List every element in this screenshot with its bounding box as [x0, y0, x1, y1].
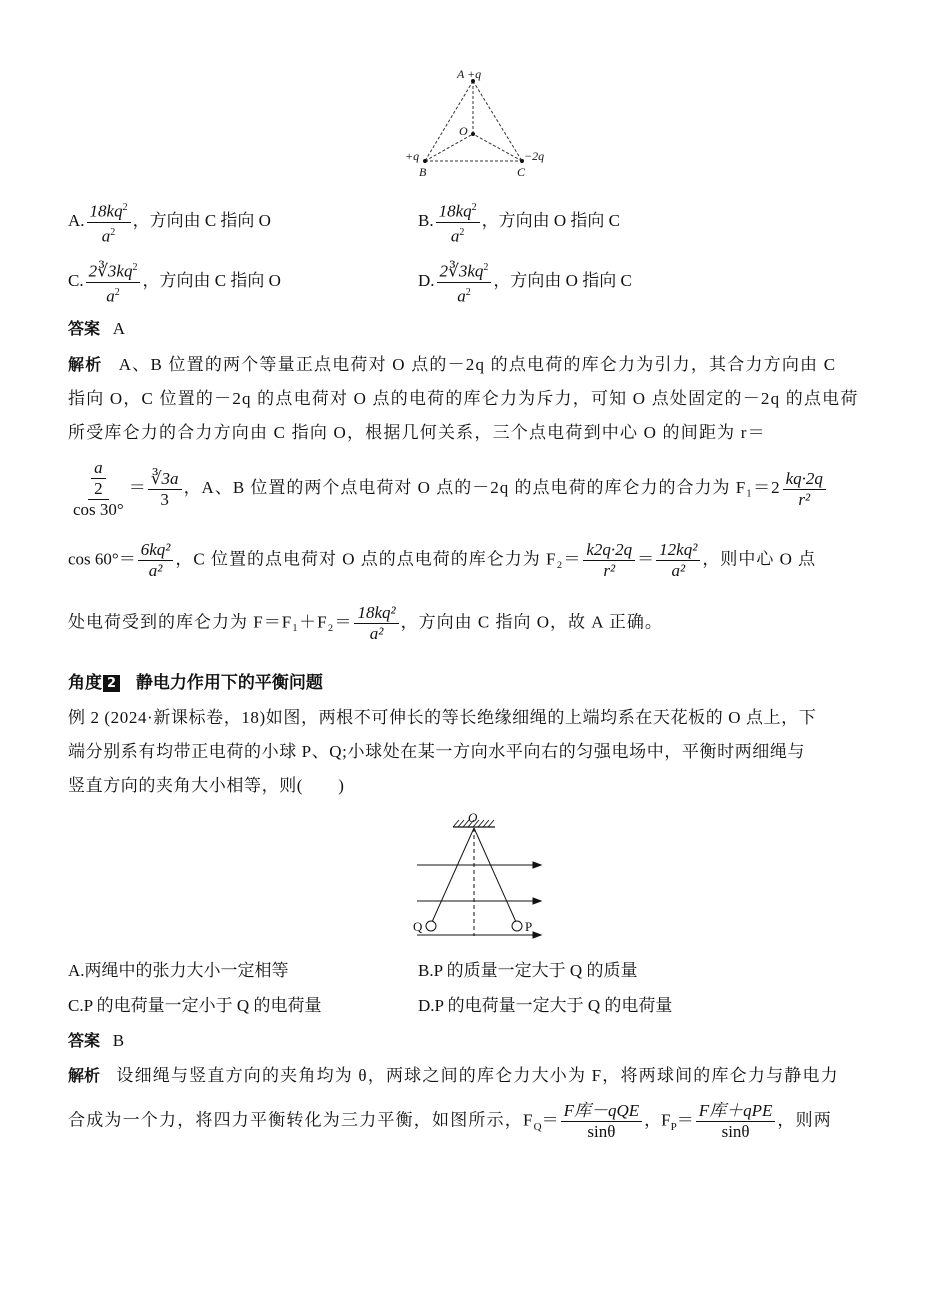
q1-analysis: 解析 A、B 位置的两个等量正点电荷对 O 点的－2q 的点电荷的库仑力为引力，其合力方向由 C 指向 O，C 位置的－2q 的点电荷对 O 点的电荷的库仑力为斥力，可知 O 点处固定的－2q 的点电荷 所受库仑力的合力方向由 C 指向 O，根据几何关系，三个点电荷到中心 O 的间距为 r＝	[68, 355, 859, 442]
charge-b-dot	[423, 159, 427, 163]
label-c: C	[517, 165, 526, 179]
line-bo	[425, 134, 473, 161]
option-d-num: 2∛3kq	[439, 261, 484, 281]
q2-stem: 例 2 (2024·新课标卷，18)如图，两根不可伸长的等长绝缘细绳的上端均系在天花板的 O 点上，下 端分别系有均带正电荷的小球 P、Q;小球处在某一方向水平向右的匀强电场中，平衡时两细绳与 竖直方向的夹角大小相等，则( )	[68, 708, 817, 795]
side-ab	[425, 81, 473, 161]
point-o-dot	[471, 132, 475, 136]
side-ac	[473, 81, 522, 161]
charge-a: +q	[467, 67, 482, 81]
ball-p	[512, 921, 522, 931]
q2-analysis-line2: 合成为一个力，将四力平衡转化为三力平衡，如图所示，$F_Q=$ $\frac{\text{F库－qQE}}{\sin\theta}$ ，$F_P=$ $\frac{\text{F库＋qPE}}{\sin\theta}$ ，则两	[68, 1101, 833, 1141]
q2-option-d[interactable]: D.P 的电荷量一定大于 Q 的电荷量	[418, 996, 673, 1015]
section-number-badge: 2	[103, 675, 120, 692]
rope-p	[474, 828, 516, 922]
q2-option-c[interactable]: C.P 的电荷量一定小于 Q 的电荷量	[68, 996, 322, 1015]
label-o: O	[468, 810, 478, 825]
option-b[interactable]: B. $\frac{18kq^2}{a^2}$ ，方向由 O 指向 C	[418, 198, 620, 246]
option-d[interactable]: D. $\frac{2∛3kq^2}{a^2}$ ，方向由 O 指向 C	[418, 258, 632, 306]
line-co	[473, 134, 522, 161]
label-q: Q	[413, 919, 423, 934]
option-a-num: 18kq	[89, 201, 123, 221]
rope-q	[432, 828, 474, 922]
charge-b: +q	[405, 149, 420, 163]
q2-answer: 答案 B	[68, 1031, 125, 1050]
section-heading: 角度 2 静电力作用下的平衡问题	[68, 673, 323, 693]
option-d-den: a	[457, 286, 466, 306]
q1-analysis-line4: $\frac{\frac{a}{2}}{\cos 30^\circ}$ ＝ $\frac{∛3a}{3}$ ，A、B 位置的两个点电荷对 O 点的－2q 的点电荷的库仑力的合力为 F₁＝2 $\frac{kq\cdot 2q}{\text{r²}}$	[68, 458, 828, 520]
q2-analysis-line1: 解析 设细绳与竖直方向的夹角均为 θ，两球之间的库仑力大小为 F，将两球间的库仑力与静电力	[68, 1066, 839, 1085]
option-a[interactable]: A. $\frac{18kq^2}{a^2}$ ，方向由 C 指向 O	[68, 198, 271, 246]
q2-option-b[interactable]: B.P 的质量一定大于 Q 的质量	[418, 961, 638, 980]
q1-analysis-line6: 处电荷受到的库仑力为 F＝F₁＋F₂＝ $\frac{\text{18kq²}}{\text{a²}}$ ，方向由 C 指向 O，故 A 正确。	[68, 603, 663, 643]
ball-q	[426, 921, 436, 931]
option-c-num: 2∛3kq	[88, 261, 133, 281]
q2-option-a[interactable]: A.两绳中的张力大小一定相等	[68, 961, 289, 980]
option-c-den: a	[106, 286, 115, 306]
option-b-den: a	[450, 226, 460, 246]
label-b: B	[419, 165, 427, 179]
label-a: A	[457, 67, 465, 81]
q1-analysis-line5: cos 60°＝ $\frac{\text{6kq²}}{\text{a²}}$ ，C 位置的点电荷对 O 点的点电荷的库仑力为 F₂＝ $\frac{k2q\cdot 2q}{\text{r²}}$ ＝ $\frac{\text{12kq²}}{\text{a²}}$ ，则中心 O 点	[68, 540, 817, 580]
option-c[interactable]: C. $\frac{2∛3kq^2}{a^2}$ ，方向由 C 指向 O	[68, 258, 281, 306]
label-o: O	[459, 124, 468, 138]
charge-c: −2q	[524, 149, 545, 163]
q1-answer: 答案 A	[68, 319, 126, 338]
triangle-charge-figure	[395, 64, 565, 182]
option-a-den: a	[101, 226, 111, 246]
pendulum-field-figure	[405, 810, 555, 942]
label-p: P	[525, 919, 533, 934]
option-b-num: 18kq	[438, 201, 472, 221]
